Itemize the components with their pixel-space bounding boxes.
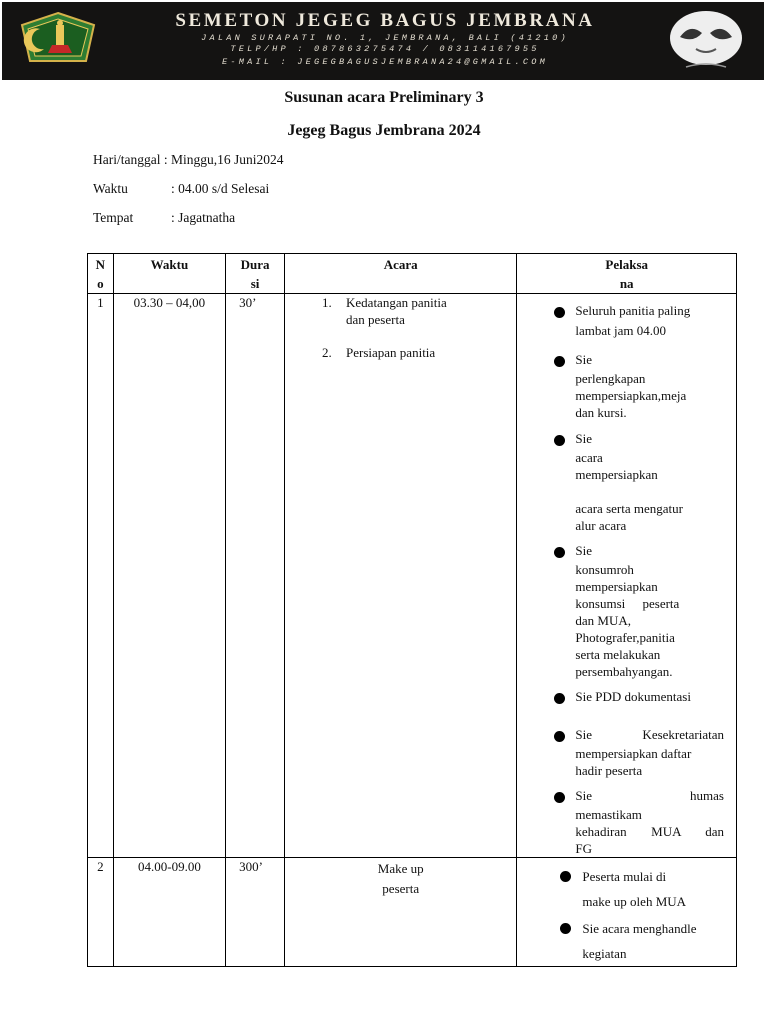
header-no-line1: N	[95, 257, 106, 272]
item-text: FG	[575, 841, 593, 856]
document-title: Susunan acara Preliminary 3	[284, 89, 484, 106]
header-no-line2: o	[97, 276, 104, 291]
item-text: perlengkapan	[575, 371, 646, 386]
item-text: alur acara	[575, 518, 627, 533]
item-text: kehadiran MUA dan	[575, 824, 724, 839]
bullet-icon	[554, 792, 565, 803]
item-text: Sie	[575, 543, 593, 558]
row2-waktu: 04.00-09.00	[113, 858, 225, 967]
letterhead-phone: TELP/HP : 087863275474 / 083114167955	[230, 44, 540, 54]
item-text: Sie acara menghandle	[582, 921, 697, 936]
item-text: acara serta mengatur	[575, 501, 683, 516]
item-text: make up oleh MUA	[582, 894, 687, 909]
item-text: acara	[575, 450, 603, 465]
regency-emblem-icon	[18, 11, 98, 65]
bullet-icon	[554, 435, 565, 446]
letterhead-banner	[2, 2, 764, 80]
header-pelaksana-line1: Pelaksa	[605, 257, 649, 272]
time-label: Waktu	[93, 181, 128, 196]
place-label: Tempat	[93, 210, 134, 225]
item-text: Sie PDD dokumentasi	[575, 689, 691, 704]
item-text: mempersiapkan	[575, 467, 658, 482]
item-text: mempersiapkan daftar	[575, 746, 692, 761]
list-item	[517, 688, 732, 705]
row2-acara	[285, 858, 517, 967]
date-value: : Minggu,16 Juni2024	[163, 152, 284, 167]
item-text: dan kursi.	[575, 405, 627, 420]
item-text: memastikam	[575, 807, 642, 822]
list-item	[517, 430, 732, 534]
item-number: 1.	[322, 295, 332, 310]
header-durasi	[226, 254, 285, 294]
date-line	[93, 152, 284, 168]
header-durasi-line1: Dura	[240, 257, 270, 272]
list-item	[322, 344, 512, 361]
letterhead-title: SEMETON JEGEG BAGUS JEMBRANA	[175, 10, 595, 31]
list-item	[322, 294, 512, 328]
item-text: serta melakukan	[575, 647, 661, 662]
item-text: persembahyangan.	[575, 664, 673, 679]
item-text: Make up	[377, 861, 424, 876]
item-text: Seluruh panitia paling	[575, 303, 691, 318]
header-durasi-line2: si	[250, 276, 260, 291]
time-value: : 04.00 s/d Selesai	[171, 181, 270, 196]
header-pelaksana-line2: na	[619, 276, 634, 291]
row1-acara-list	[289, 294, 512, 361]
item-text: Photografer,panitia	[575, 630, 675, 645]
header-waktu: Waktu	[113, 254, 225, 294]
header-acara: Acara	[285, 254, 517, 294]
bullet-icon	[554, 547, 565, 558]
bullet-icon	[554, 356, 565, 367]
item-number: 2.	[322, 345, 332, 360]
bullet-icon	[554, 693, 565, 704]
row2-pelaksana-list	[517, 864, 732, 966]
list-item	[517, 302, 732, 339]
item-text: peserta	[382, 881, 420, 896]
row1-pelaksana	[517, 294, 737, 858]
list-item	[517, 351, 732, 421]
item-text: Sie humas	[575, 788, 724, 803]
row2-no: 2	[88, 858, 114, 967]
schedule-table	[87, 253, 737, 967]
place-line	[93, 210, 235, 226]
table-row	[88, 294, 737, 858]
row1-no: 1	[88, 294, 114, 858]
date-label: Hari/tanggal	[93, 152, 161, 167]
row1-acara	[285, 294, 517, 858]
row1-waktu: 03.30 – 04,00	[113, 294, 225, 858]
table-header-row	[88, 254, 737, 294]
row2-durasi: 300’	[226, 858, 285, 967]
item-text: dan MUA,	[575, 613, 632, 628]
item-text: Kedatangan panitia	[346, 295, 447, 310]
document-subtitle: Jegeg Bagus Jembrana 2024	[287, 122, 481, 139]
jegeg-bagus-logo-icon	[656, 7, 756, 73]
item-text: Sie	[575, 352, 593, 367]
item-text: konsumroh	[575, 562, 634, 577]
table-row	[88, 858, 737, 967]
list-item	[517, 542, 732, 680]
time-line	[93, 181, 269, 197]
item-text: dan peserta	[346, 312, 405, 327]
letterhead-address: JALAN SURAPATI NO. 1, JEMBRANA, BALI (41210)	[201, 33, 569, 43]
item-text: Persiapan panitia	[346, 345, 436, 360]
letterhead-email: E-MAIL : JEGEGBAGUSJEMBRANA24@GMAIL.COM	[222, 57, 548, 67]
header-pelaksana	[517, 254, 737, 294]
item-text: konsumsi peserta	[575, 596, 680, 611]
row1-pelaksana-list	[517, 302, 732, 857]
place-value: : Jagatnatha	[171, 210, 236, 225]
bullet-icon	[560, 871, 571, 882]
item-text: lambat jam 04.00	[575, 323, 667, 338]
bullet-icon	[560, 923, 571, 934]
item-text: Peserta mulai di	[582, 869, 667, 884]
row2-pelaksana	[517, 858, 737, 967]
item-text: mempersiapkan,meja	[575, 388, 687, 403]
row1-durasi: 30’	[226, 294, 285, 858]
item-text: hadir peserta	[575, 763, 643, 778]
item-text: mempersiapkan	[575, 579, 658, 594]
list-item	[517, 726, 732, 779]
list-item	[517, 787, 732, 857]
header-no	[88, 254, 114, 294]
bullet-icon	[554, 307, 565, 318]
list-item	[517, 864, 732, 914]
item-text: kegiatan	[582, 946, 627, 961]
bullet-icon	[554, 731, 565, 742]
item-text: Sie	[575, 431, 593, 446]
list-item	[517, 916, 732, 966]
item-text: Sie Kesekretariatan	[575, 727, 724, 742]
